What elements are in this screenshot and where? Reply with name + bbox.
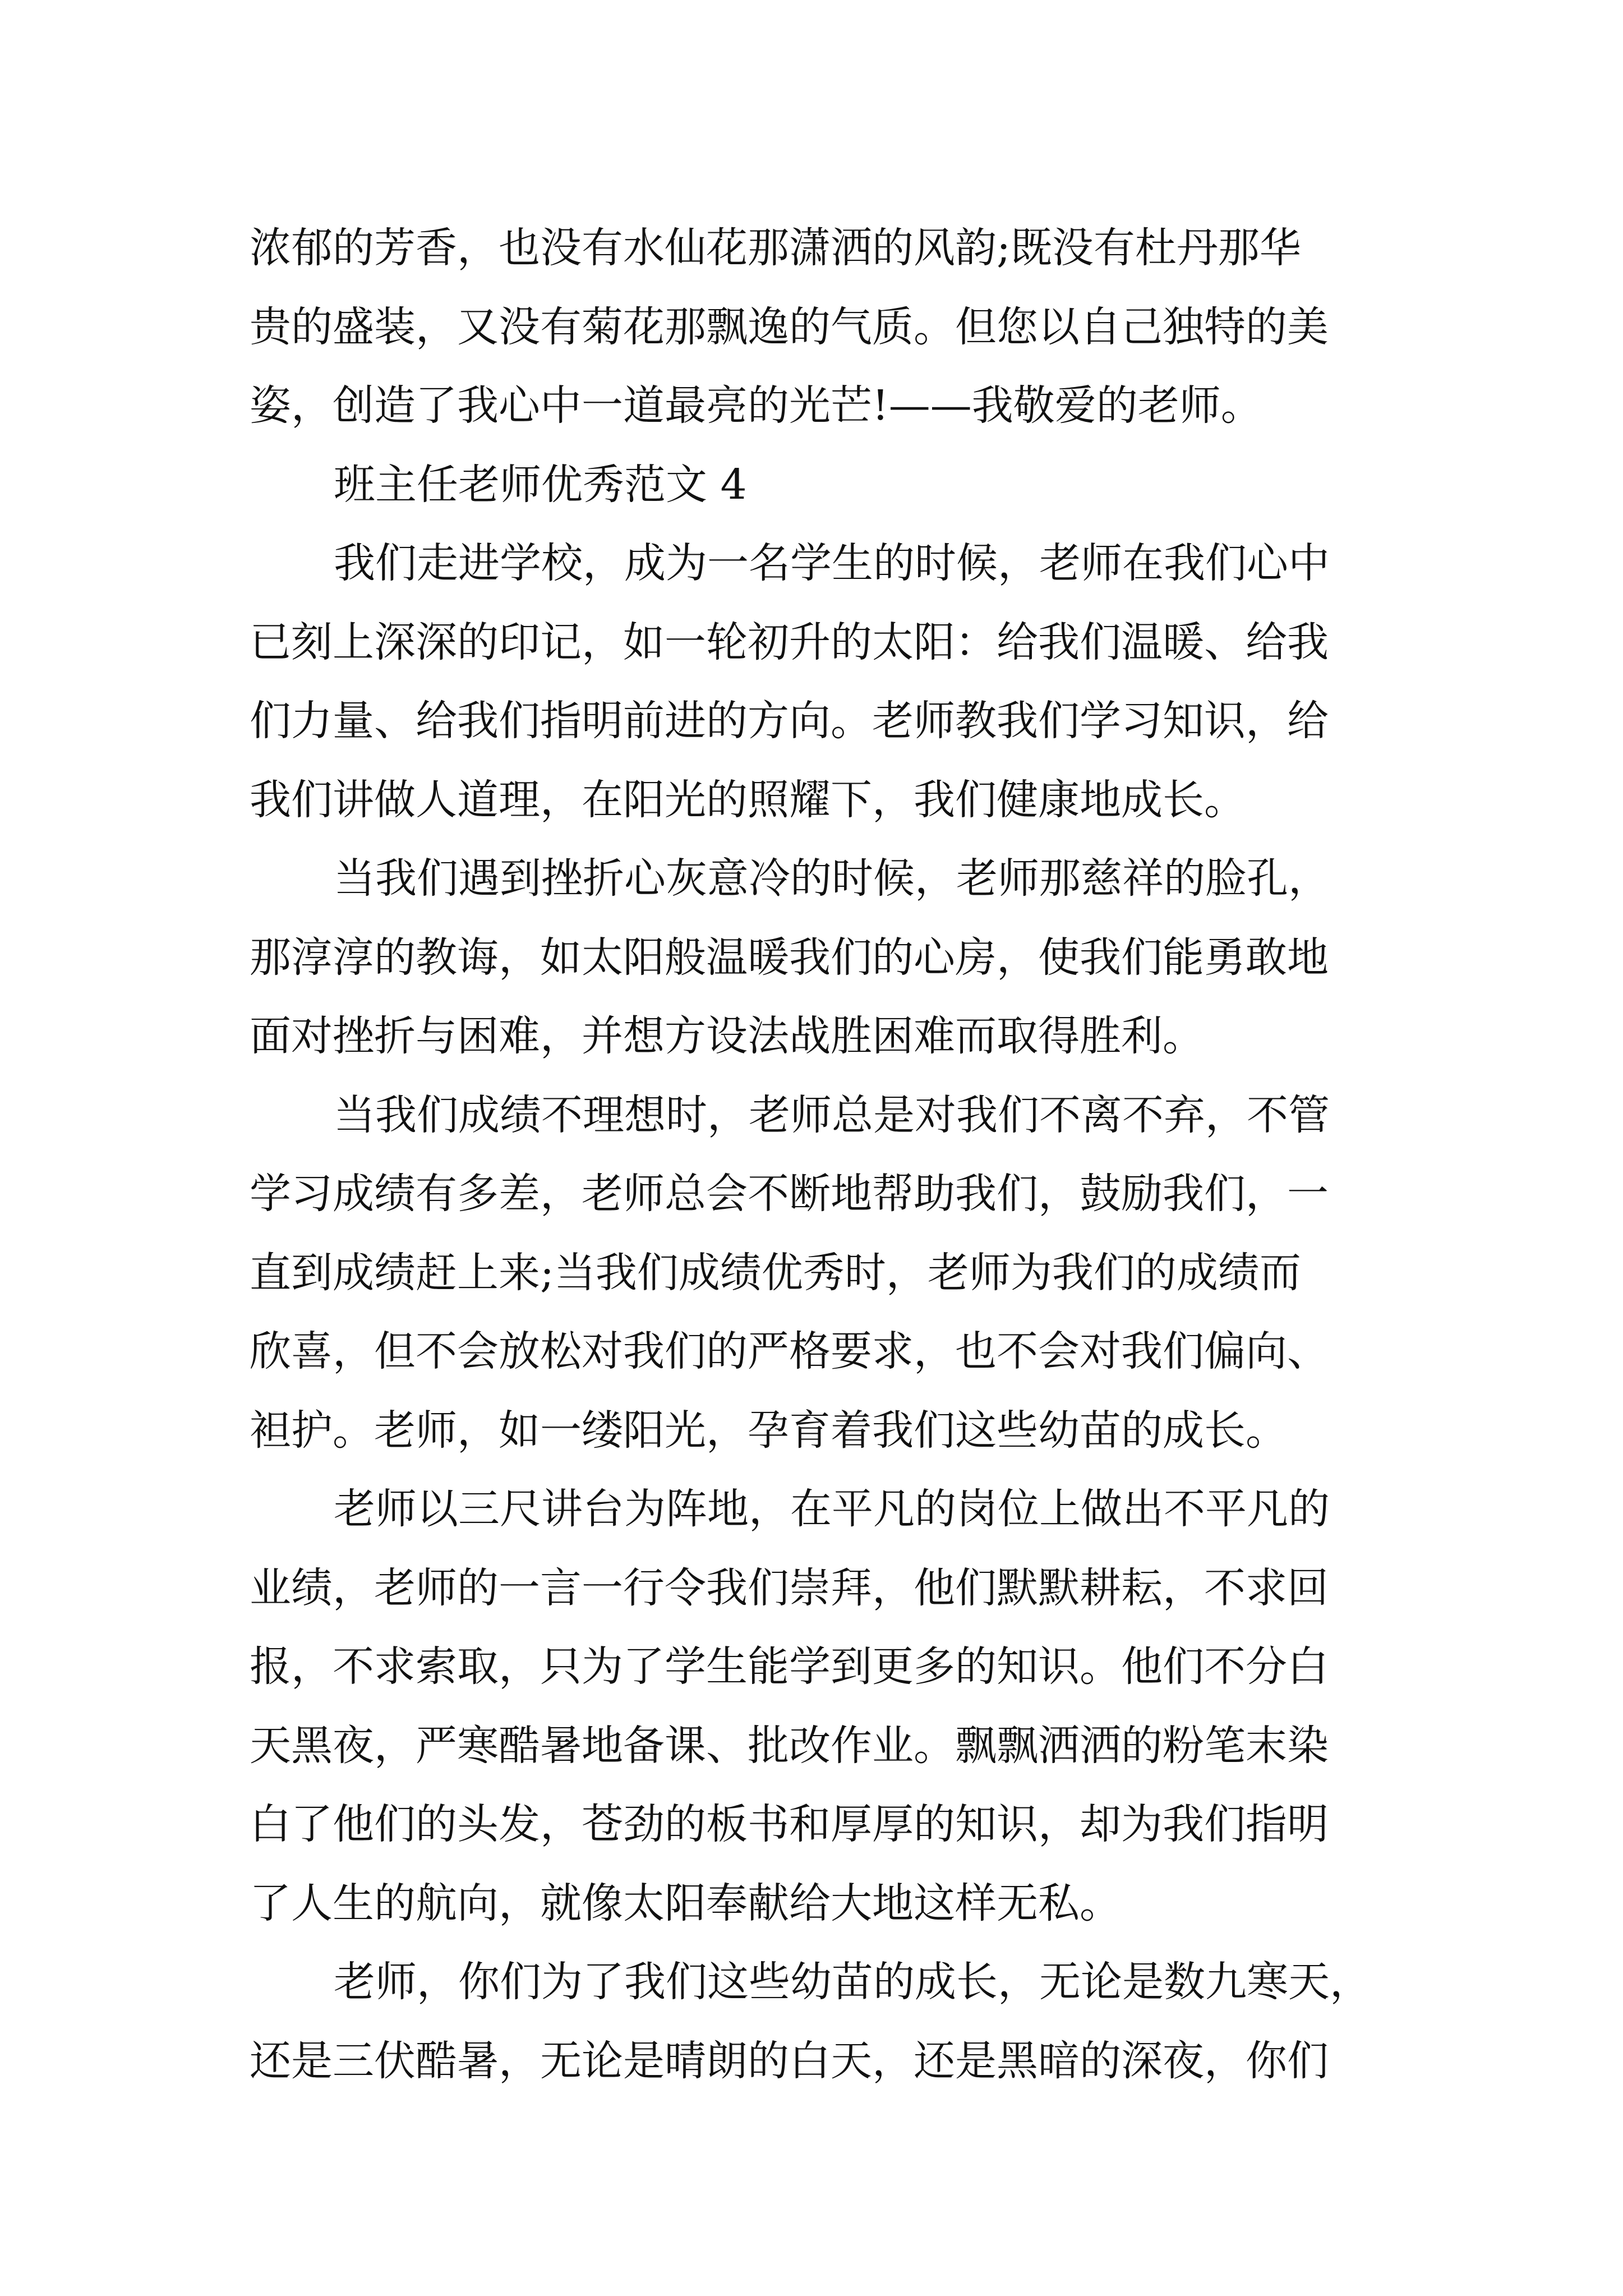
paragraph-1-line-3: 们力量、给我们指明前进的方向。老师教我们学习知识，给 — [250, 697, 1329, 745]
paragraph-4-line-1: 老师以三尺讲台为阵地，在平凡的岗位上做出不平凡的 — [334, 1485, 1330, 1533]
paragraph-5-line-1: 老师，你们为了我们这些幼苗的成长，无论是数九寒天， — [334, 1958, 1371, 2006]
paragraph-1-line-2: 已刻上深深的印记，如一轮初升的太阳：给我们温暖、给我 — [250, 618, 1329, 666]
paragraph-4-line-2: 业绩，老师的一言一行令我们崇拜，他们默默耕耘，不求回 — [250, 1563, 1329, 1612]
paragraph-3-line-5: 袒护。老师，如一缕阳光，孕育着我们这些幼苗的成长。 — [250, 1406, 1287, 1455]
document-body — [250, 209, 1394, 2100]
paragraph-3-line-4: 欣喜，但不会放松对我们的严格要求，也不会对我们偏向、 — [250, 1327, 1329, 1375]
paragraph-4-line-6: 了人生的航向，就像太阳奉献给大地这样无私。 — [250, 1879, 1121, 1927]
paragraph-4-line-4: 天黑夜，严寒酷暑地备课、批改作业。飘飘洒洒的粉笔末染 — [250, 1721, 1329, 1770]
paragraph-2-line-3: 面对挫折与困难，并想方设法战胜困难而取得胜利。 — [250, 1012, 1204, 1060]
paragraph-3-line-1: 当我们成绩不理想时，老师总是对我们不离不弃，不管 — [334, 1091, 1330, 1139]
paragraph-2-line-2: 那淳淳的教诲，如太阳般温暖我们的心房，使我们能勇敢地 — [250, 933, 1329, 982]
paragraph-3-line-2: 学习成绩有多差，老师总会不断地帮助我们，鼓励我们，一 — [250, 1170, 1329, 1218]
paragraph-4-line-5: 白了他们的头发，苍劲的板书和厚厚的知识，却为我们指明 — [250, 1800, 1329, 1848]
paragraph-1-line-1: 我们走进学校，成为一名学生的时候，老师在我们心中 — [334, 539, 1330, 587]
section-title: 班主任老师优秀范文 4 — [334, 460, 747, 509]
text-line: 姿，创造了我心中一道最亮的光芒!——我敬爱的老师。 — [250, 381, 1262, 430]
paragraph-4-line-3: 报，不求索取，只为了学生能学到更多的知识。他们不分白 — [250, 1642, 1329, 1691]
text-line: 浓郁的芳香，也没有水仙花那潇洒的风韵;既没有杜丹那华 — [250, 224, 1301, 272]
paragraph-3-line-3: 直到成绩赶上来;当我们成绩优秀时，老师为我们的成绩而 — [250, 1248, 1301, 1297]
paragraph-1-line-4: 我们讲做人道理，在阳光的照耀下，我们健康地成长。 — [250, 775, 1246, 824]
text-line: 贵的盛装，又没有菊花那飘逸的气质。但您以自己独特的美 — [250, 302, 1329, 351]
paragraph-2-line-1: 当我们遇到挫折心灰意冷的时候，老师那慈祥的脸孔， — [334, 854, 1330, 903]
paragraph-5-line-2: 还是三伏酷暑，无论是晴朗的白天，还是黑暗的深夜，你们 — [250, 2036, 1329, 2085]
